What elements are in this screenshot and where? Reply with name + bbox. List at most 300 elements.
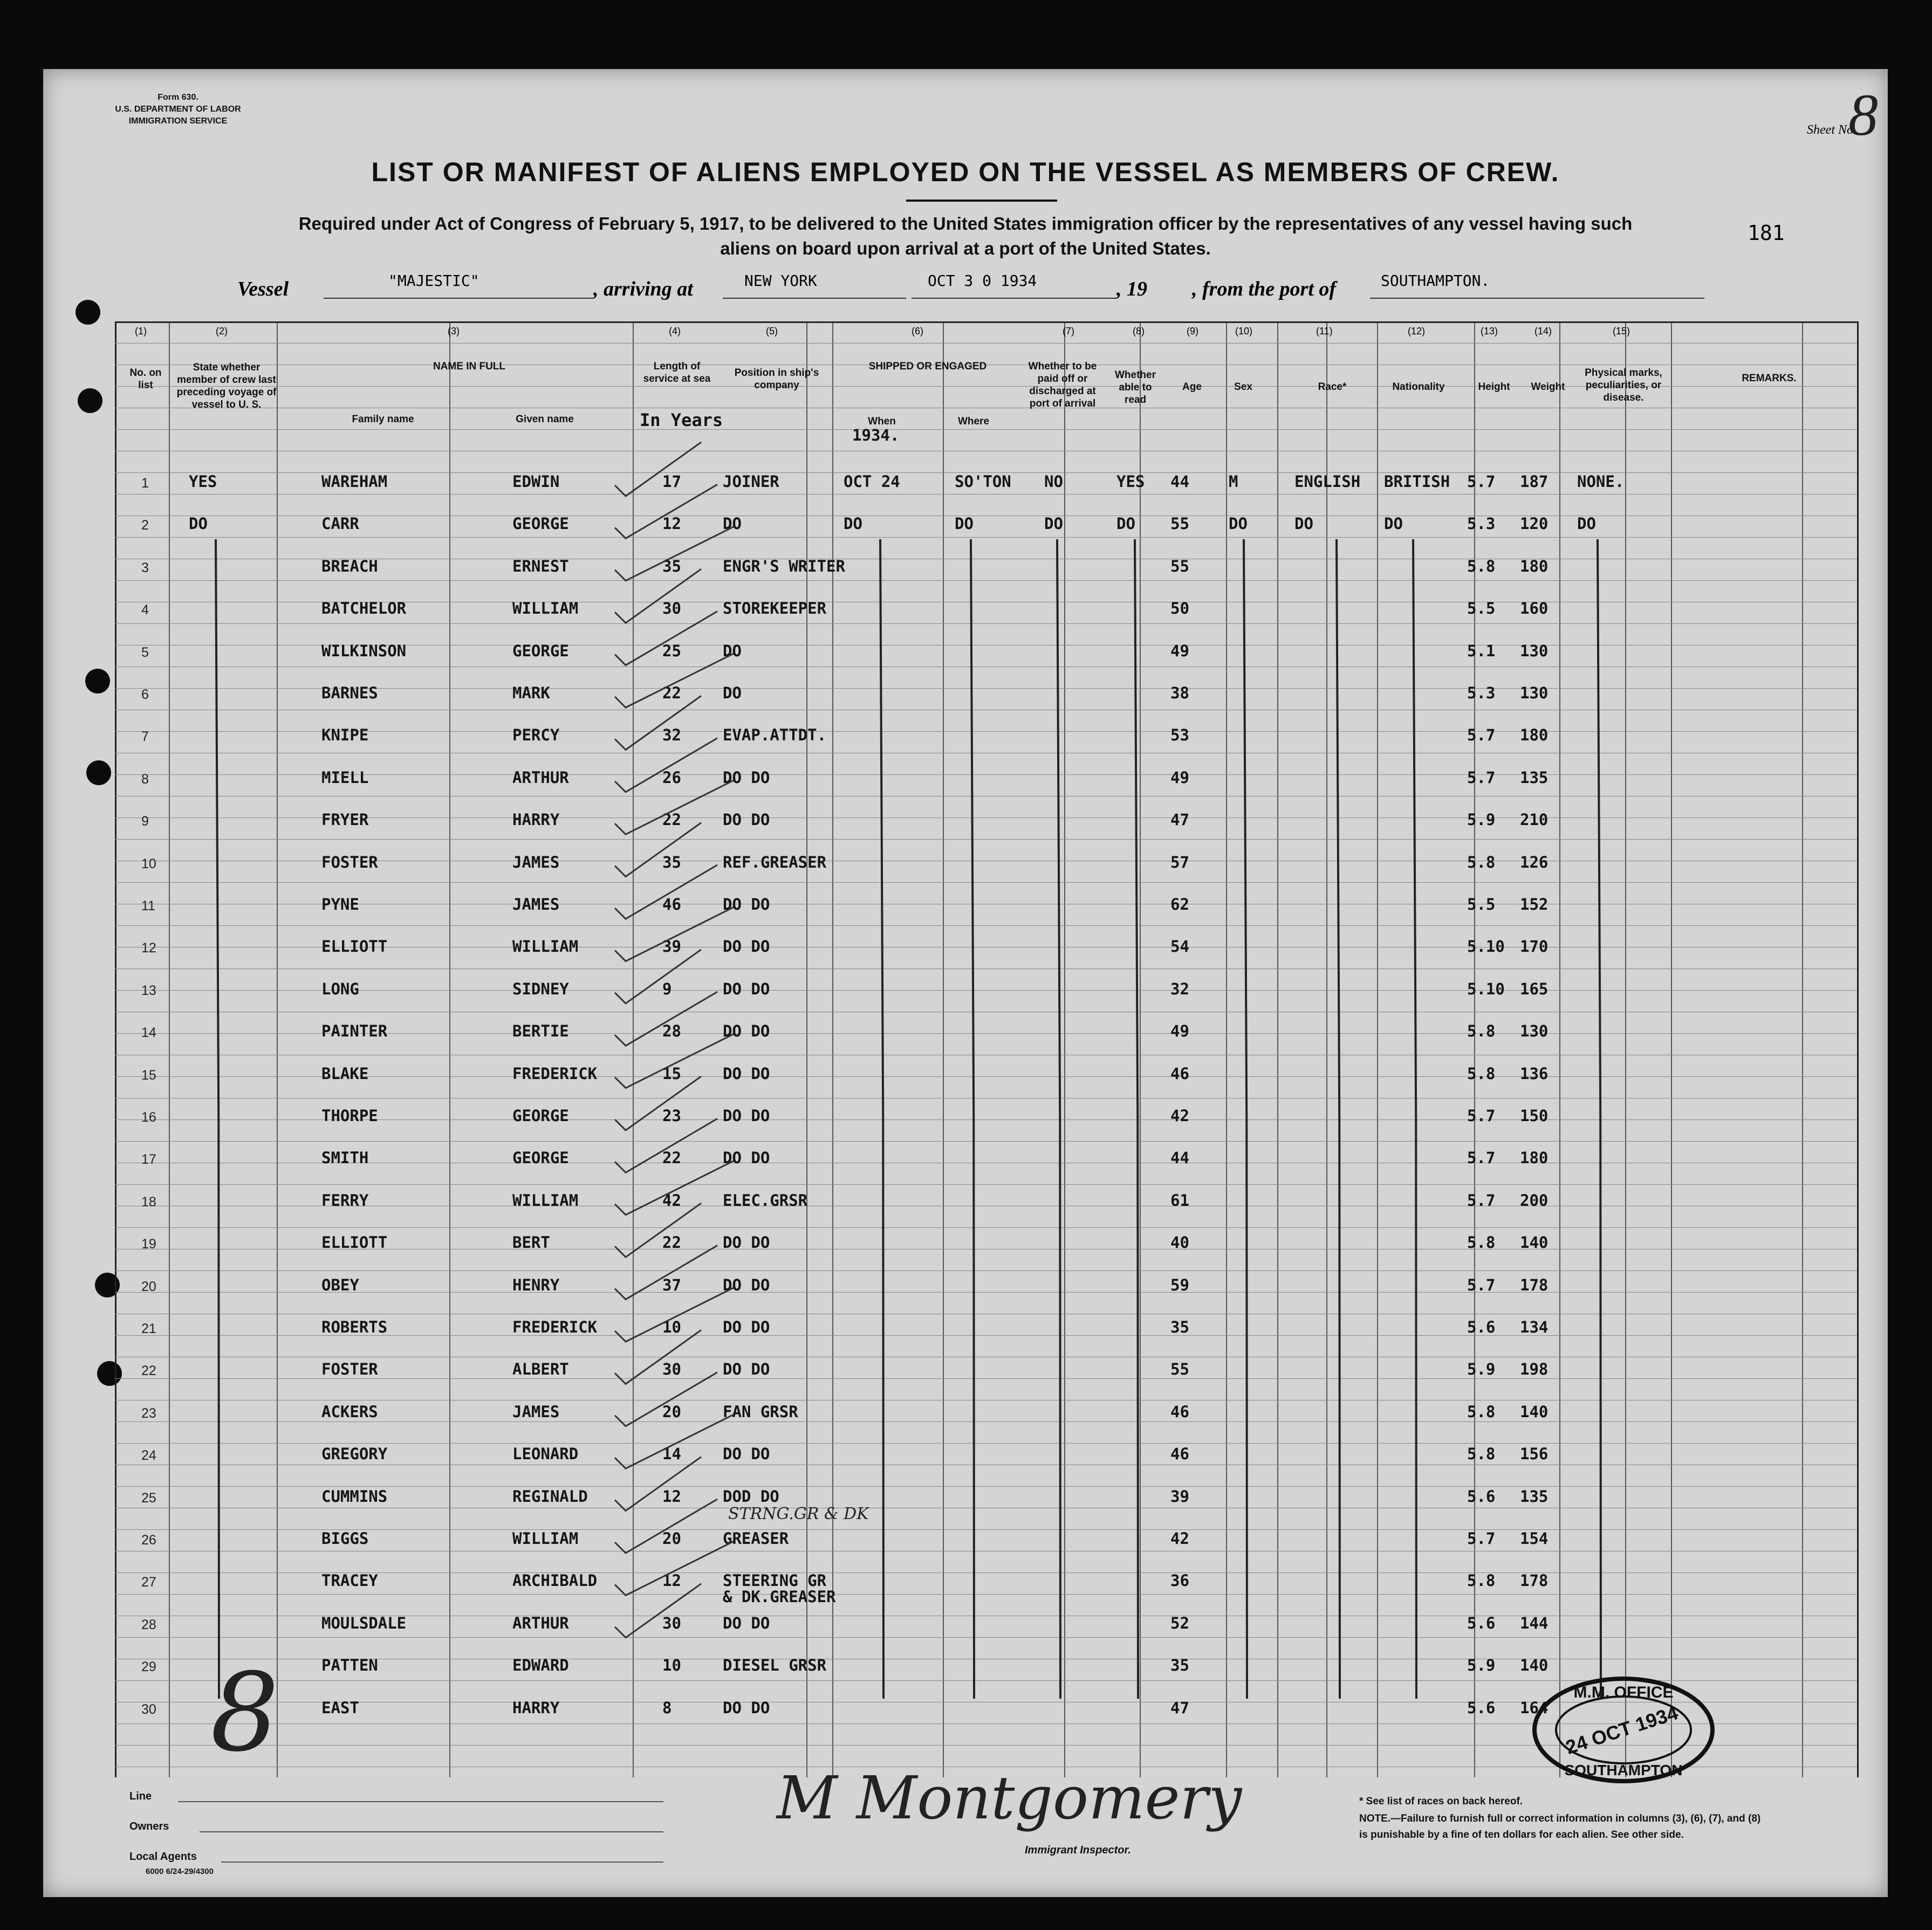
row-family: LONG bbox=[321, 979, 359, 998]
row-weight: 144 bbox=[1520, 1613, 1549, 1632]
office-stamp bbox=[1532, 1676, 1715, 1784]
row-no: 8 bbox=[141, 771, 149, 787]
row-length: 30 bbox=[662, 599, 681, 618]
row-no: 17 bbox=[141, 1152, 156, 1167]
row-family: BARNES bbox=[321, 684, 378, 702]
check-marks bbox=[615, 442, 734, 1638]
row-height: 5.7 bbox=[1467, 1107, 1496, 1125]
page-number: 181 bbox=[1748, 221, 1785, 245]
row-position: DO DO bbox=[723, 811, 770, 829]
col-num: (6) bbox=[912, 326, 923, 336]
row-given: EDWIN bbox=[512, 472, 560, 491]
row-family: EAST bbox=[321, 1698, 359, 1717]
row-position: DO DO bbox=[723, 1360, 770, 1379]
row-height: 5.8 bbox=[1467, 1064, 1496, 1083]
row-length: 26 bbox=[662, 768, 681, 787]
tally-mark: 8 bbox=[210, 1650, 279, 1776]
races-note: * See list of races on back hereof. bbox=[1359, 1796, 1523, 1807]
row-family: ACKERS bbox=[321, 1402, 378, 1421]
row-family: KNIPE bbox=[321, 726, 369, 745]
row-weight: 180 bbox=[1520, 1149, 1549, 1167]
row-height: 5.8 bbox=[1467, 1233, 1496, 1252]
row-height: 5.3 bbox=[1467, 684, 1496, 702]
row-height: 5.7 bbox=[1467, 472, 1496, 491]
subtitle-line1: Required under Act of Congress of February 5, 1917, to be delivered to the United States immigration officer by the representatives of any vessel having such bbox=[298, 214, 1633, 233]
row-age: 49 bbox=[1170, 641, 1189, 660]
row-position: ENGR'S WRITER bbox=[723, 557, 845, 575]
row-height: 5.9 bbox=[1467, 1360, 1496, 1379]
row-given: PERCY bbox=[512, 726, 560, 745]
note-line1: NOTE.—Failure to furnish full or correct information in columns (3), (6), (7), and (8) bbox=[1359, 1813, 1761, 1824]
row-weight: 178 bbox=[1520, 1275, 1549, 1294]
row-age: 47 bbox=[1170, 811, 1189, 829]
row-position: DO DO bbox=[723, 768, 770, 787]
row-length: 9 bbox=[662, 979, 672, 998]
row-weight: 178 bbox=[1520, 1571, 1549, 1590]
row-weight: 152 bbox=[1520, 895, 1549, 914]
row-position-line2: & DK.GREASER bbox=[723, 1588, 836, 1606]
row-no: 14 bbox=[141, 1025, 156, 1041]
row-height: 5.1 bbox=[1467, 641, 1496, 660]
row-age: 57 bbox=[1170, 853, 1189, 871]
row-family: SMITH bbox=[321, 1149, 369, 1167]
row-family: BATCHELOR bbox=[321, 599, 407, 618]
row-length: 22 bbox=[662, 1233, 681, 1252]
row-position: GREASER bbox=[723, 1529, 789, 1548]
row-no: 6 bbox=[141, 687, 149, 702]
row-paid: NO bbox=[1044, 472, 1063, 491]
row-marks: DO bbox=[1577, 514, 1596, 533]
row-age: 55 bbox=[1170, 557, 1189, 575]
row-age: 44 bbox=[1170, 1149, 1189, 1167]
row-sex: DO bbox=[1229, 514, 1248, 533]
row-family: MIELL bbox=[321, 768, 369, 787]
row-height: 5.7 bbox=[1467, 726, 1496, 745]
department: U.S. DEPARTMENT OF LABOR bbox=[115, 105, 241, 114]
row-height: 5.9 bbox=[1467, 1656, 1496, 1675]
row-height: 5.7 bbox=[1467, 1149, 1496, 1167]
from-label: , from the port of bbox=[1192, 278, 1337, 300]
from-port: SOUTHAMPTON. bbox=[1381, 272, 1490, 290]
row-length: 35 bbox=[662, 853, 681, 871]
row-no: 3 bbox=[141, 560, 149, 575]
row-age: 42 bbox=[1170, 1529, 1189, 1548]
row-family: BLAKE bbox=[321, 1064, 369, 1083]
row-no: 4 bbox=[141, 602, 149, 618]
row-position: DO bbox=[723, 514, 742, 533]
row-height: 5.3 bbox=[1467, 514, 1496, 533]
row-read: DO bbox=[1116, 514, 1135, 533]
header-crew: State whether member of crew last preceding voyage of vessel to U. S. bbox=[176, 362, 277, 410]
col-num: (1) bbox=[135, 326, 147, 336]
row-height: 5.8 bbox=[1467, 1402, 1496, 1421]
row-no: 5 bbox=[141, 644, 149, 660]
subtitle-line2: aliens on board upon arrival at a port of the United States. bbox=[720, 238, 1211, 258]
row-given: LEONARD bbox=[512, 1445, 579, 1464]
row-age: 35 bbox=[1170, 1318, 1189, 1336]
row-position: DO DO bbox=[723, 1275, 770, 1294]
row-given: BERTIE bbox=[512, 1022, 569, 1041]
row-weight: 135 bbox=[1520, 768, 1549, 787]
row-weight: 136 bbox=[1520, 1064, 1549, 1083]
row-height: 5.8 bbox=[1467, 1571, 1496, 1590]
row-weight: 130 bbox=[1520, 641, 1549, 660]
check-mark bbox=[615, 1330, 701, 1384]
header-weight: Weight bbox=[1531, 381, 1565, 393]
row-height: 5.8 bbox=[1467, 557, 1496, 575]
row-age: 38 bbox=[1170, 684, 1189, 702]
row-age: 46 bbox=[1170, 1445, 1189, 1464]
row-where: DO bbox=[955, 514, 974, 533]
header-race: Race* bbox=[1318, 381, 1347, 393]
col-num: (9) bbox=[1187, 326, 1198, 336]
row-family: ELLIOTT bbox=[321, 1233, 388, 1252]
row-height: 5.8 bbox=[1467, 1022, 1496, 1041]
row-length: 28 bbox=[662, 1022, 681, 1041]
sheet-no-value: 8 bbox=[1848, 82, 1878, 148]
row-length: 42 bbox=[662, 1191, 681, 1210]
row-marks: NONE. bbox=[1577, 472, 1625, 491]
row-no: 20 bbox=[141, 1279, 156, 1294]
row-weight: 200 bbox=[1520, 1191, 1549, 1210]
row-no: 28 bbox=[141, 1617, 156, 1632]
row-family: BIGGS bbox=[321, 1529, 369, 1548]
row-given: JAMES bbox=[512, 1402, 560, 1421]
row-length: 32 bbox=[662, 726, 681, 745]
row-no: 15 bbox=[141, 1067, 156, 1083]
header-family: Family name bbox=[352, 414, 414, 425]
row-no: 25 bbox=[141, 1490, 156, 1506]
row-height: 5.7 bbox=[1467, 768, 1496, 787]
row-no: 22 bbox=[141, 1363, 156, 1379]
row-given: ALBERT bbox=[512, 1360, 569, 1379]
row-weight: 134 bbox=[1520, 1318, 1549, 1336]
row-age: 47 bbox=[1170, 1698, 1189, 1717]
row-family: FRYER bbox=[321, 811, 369, 829]
row-age: 32 bbox=[1170, 979, 1189, 998]
row-crew: DO bbox=[189, 514, 208, 533]
row-height: 5.7 bbox=[1467, 1529, 1496, 1548]
row-weight: 210 bbox=[1520, 811, 1549, 829]
row-height: 5.8 bbox=[1467, 853, 1496, 871]
row-where: SO'TON bbox=[955, 472, 1011, 491]
ditto-line bbox=[1598, 539, 1601, 1699]
row-weight: 126 bbox=[1520, 853, 1549, 871]
row-race: DO bbox=[1294, 514, 1313, 533]
row-given: GEORGE bbox=[512, 641, 569, 660]
row-height: 5.5 bbox=[1467, 599, 1496, 618]
row-age: 54 bbox=[1170, 937, 1189, 956]
row-weight: 150 bbox=[1520, 1107, 1549, 1125]
row-no: 26 bbox=[141, 1533, 156, 1548]
row-no: 1 bbox=[141, 476, 149, 491]
row-weight: 164 bbox=[1520, 1698, 1549, 1717]
row-given: JAMES bbox=[512, 853, 560, 871]
row-no: 29 bbox=[141, 1659, 156, 1675]
year-label: , 19 bbox=[1116, 278, 1147, 300]
row-age: 46 bbox=[1170, 1064, 1189, 1083]
row-weight: 135 bbox=[1520, 1487, 1549, 1506]
inspector-signature: M Montgomery bbox=[777, 1763, 1242, 1832]
row-position: DO bbox=[723, 641, 742, 660]
check-mark bbox=[615, 1584, 701, 1638]
row-position: DO DO bbox=[723, 1318, 770, 1336]
header-given: Given name bbox=[516, 414, 574, 425]
check-mark bbox=[615, 1076, 701, 1130]
row-family: WAREHAM bbox=[321, 472, 388, 491]
col-num: (7) bbox=[1063, 326, 1074, 336]
header-read: Whether able to read bbox=[1115, 369, 1156, 406]
vessel-name: "MAJESTIC" bbox=[388, 272, 479, 290]
row-length: 22 bbox=[662, 684, 681, 702]
row-position: DOD DO bbox=[723, 1487, 779, 1506]
row-age: 55 bbox=[1170, 514, 1189, 533]
row-position: DO DO bbox=[723, 1698, 770, 1717]
row-no: 2 bbox=[141, 518, 149, 533]
header-length: Length of service at sea bbox=[643, 361, 711, 384]
row-family: WILKINSON bbox=[321, 641, 407, 660]
row-no: 16 bbox=[141, 1110, 156, 1125]
row-age: 36 bbox=[1170, 1571, 1189, 1590]
col-num: (13) bbox=[1481, 326, 1498, 336]
row-sex: M bbox=[1229, 472, 1238, 491]
footer-local-agents-label: Local Agents bbox=[129, 1851, 197, 1863]
row-no: 18 bbox=[141, 1194, 156, 1210]
row-weight: 180 bbox=[1520, 726, 1549, 745]
check-mark bbox=[615, 696, 701, 750]
footer-line-label: Line bbox=[129, 1790, 152, 1802]
row-family: OBEY bbox=[321, 1275, 359, 1294]
row-height: 5.6 bbox=[1467, 1487, 1496, 1506]
ditto-line bbox=[1337, 539, 1340, 1699]
row-length: 15 bbox=[662, 1064, 681, 1083]
row-position: DO DO bbox=[723, 1064, 770, 1083]
row-length: 30 bbox=[662, 1360, 681, 1379]
row-height: 5.7 bbox=[1467, 1275, 1496, 1294]
row-position: DO DO bbox=[723, 1233, 770, 1252]
row-when: DO bbox=[844, 514, 862, 533]
col-num: (14) bbox=[1534, 326, 1552, 336]
row-age: 35 bbox=[1170, 1656, 1189, 1675]
row-height: 5.7 bbox=[1467, 1191, 1496, 1210]
row-family: TRACEY bbox=[321, 1571, 378, 1590]
row-paid: DO bbox=[1044, 514, 1063, 533]
header-name: NAME IN FULL bbox=[433, 361, 506, 372]
row-length: 12 bbox=[662, 1487, 681, 1506]
row-given: MARK bbox=[512, 684, 550, 702]
row-nat: DO bbox=[1384, 514, 1403, 533]
header-shipped: SHIPPED OR ENGAGED bbox=[868, 361, 987, 372]
stamp-line2: 24 OCT 1934 bbox=[1563, 1701, 1681, 1759]
row-given: HENRY bbox=[512, 1275, 560, 1294]
row-position: EVAP.ATTDT. bbox=[723, 726, 827, 745]
row-age: 61 bbox=[1170, 1191, 1189, 1210]
row-age: 49 bbox=[1170, 768, 1189, 787]
ditto-line bbox=[1057, 539, 1061, 1699]
check-mark bbox=[615, 442, 701, 496]
header-paid-off: Whether to be paid off or discharged at port of arrival bbox=[1028, 361, 1097, 409]
row-length: 23 bbox=[662, 1107, 681, 1125]
row-age: 59 bbox=[1170, 1275, 1189, 1294]
row-given: EDWARD bbox=[512, 1656, 569, 1675]
row-position: DO DO bbox=[723, 937, 770, 956]
row-position: DO DO bbox=[723, 1445, 770, 1464]
row-length: 30 bbox=[662, 1613, 681, 1632]
row-given: ERNEST bbox=[512, 557, 569, 575]
row-given: FREDERICK bbox=[512, 1318, 598, 1336]
footer-print-code: 6000 6/24-29/4300 bbox=[146, 1867, 214, 1876]
row-age: 46 bbox=[1170, 1402, 1189, 1421]
row-length: 12 bbox=[662, 514, 681, 533]
row-length: 22 bbox=[662, 1149, 681, 1167]
header-when-year: 1934. bbox=[852, 426, 900, 444]
header-marks: Physical marks, peculiarities, or disease. bbox=[1585, 367, 1662, 403]
footer-rule bbox=[178, 1801, 663, 1802]
row-position: JOINER bbox=[723, 472, 779, 491]
row-height: 5.8 bbox=[1467, 1445, 1496, 1464]
header-length-note: In Years bbox=[640, 410, 723, 430]
row-position: FAN GRSR bbox=[723, 1402, 798, 1421]
row-family: CUMMINS bbox=[321, 1487, 388, 1506]
row-no: 23 bbox=[141, 1405, 156, 1421]
row-age: 44 bbox=[1170, 472, 1189, 491]
row-given: HARRY bbox=[512, 811, 560, 829]
col-num: (12) bbox=[1408, 326, 1426, 336]
row-given: WILLIAM bbox=[512, 937, 579, 956]
row-height: 5.9 bbox=[1467, 811, 1496, 829]
header-height: Height bbox=[1478, 381, 1510, 393]
row-weight: 130 bbox=[1520, 684, 1549, 702]
row-position: DO DO bbox=[723, 979, 770, 998]
arriving-label: , arriving at bbox=[593, 278, 693, 300]
row-weight: 180 bbox=[1520, 557, 1549, 575]
check-mark bbox=[615, 569, 701, 623]
stamp-line3: SOUTHAMPTON bbox=[1564, 1762, 1683, 1778]
row-when: OCT 24 bbox=[844, 472, 900, 491]
header-nationality: Nationality bbox=[1392, 381, 1445, 393]
row-race: ENGLISH bbox=[1294, 472, 1361, 491]
col-num: (4) bbox=[669, 326, 681, 336]
row-weight: 170 bbox=[1520, 937, 1549, 956]
row-no: 21 bbox=[141, 1321, 156, 1336]
row-weight: 140 bbox=[1520, 1402, 1549, 1421]
row-given: WILLIAM bbox=[512, 1191, 579, 1210]
row-age: 39 bbox=[1170, 1487, 1189, 1506]
row-age: 42 bbox=[1170, 1107, 1189, 1125]
row-no: 19 bbox=[141, 1237, 156, 1252]
arrival-date: OCT 3 0 1934 bbox=[928, 272, 1037, 290]
header-where: Where bbox=[957, 416, 990, 427]
col-num: (15) bbox=[1613, 326, 1630, 336]
service: IMMIGRATION SERVICE bbox=[128, 116, 228, 126]
row-no: 9 bbox=[141, 814, 149, 829]
row-given: WILLIAM bbox=[512, 599, 579, 618]
row-position: DO DO bbox=[723, 1613, 770, 1632]
row-weight: 160 bbox=[1520, 599, 1549, 618]
row-read: YES bbox=[1116, 472, 1145, 491]
row-family: FOSTER bbox=[321, 853, 378, 871]
row-age: 40 bbox=[1170, 1233, 1189, 1252]
row-length: 20 bbox=[662, 1402, 681, 1421]
row-no: 24 bbox=[141, 1448, 156, 1464]
row-position: DO DO bbox=[723, 1107, 770, 1125]
footer-rule bbox=[221, 1862, 663, 1863]
row-given: HARRY bbox=[512, 1698, 560, 1717]
row-position: DO DO bbox=[723, 1149, 770, 1167]
row-length: 25 bbox=[662, 641, 681, 660]
row-no: 12 bbox=[141, 940, 156, 956]
row-no: 10 bbox=[141, 856, 156, 871]
row-weight: 165 bbox=[1520, 979, 1549, 998]
row-weight: 187 bbox=[1520, 472, 1549, 491]
row-weight: 130 bbox=[1520, 1022, 1549, 1041]
row-given: ARTHUR bbox=[512, 768, 569, 787]
row-nat: BRITISH bbox=[1384, 472, 1450, 491]
row-given: GEORGE bbox=[512, 514, 569, 533]
row-height: 5.6 bbox=[1467, 1613, 1496, 1632]
row-position: DIESEL GRSR bbox=[723, 1656, 827, 1675]
row-height: 5.10 bbox=[1467, 937, 1505, 956]
col-num: (8) bbox=[1133, 326, 1145, 336]
row-position: DO DO bbox=[723, 895, 770, 914]
row-length: 22 bbox=[662, 811, 681, 829]
row-no: 27 bbox=[141, 1575, 156, 1590]
footer-rule bbox=[200, 1831, 663, 1832]
row-position: STOREKEEPER bbox=[723, 599, 827, 618]
row-length: 20 bbox=[662, 1529, 681, 1548]
col-num: (2) bbox=[216, 326, 228, 336]
ditto-line bbox=[1413, 539, 1417, 1699]
stamp-line1: M.M. OFFICE bbox=[1573, 1684, 1674, 1701]
row-age: 50 bbox=[1170, 599, 1189, 618]
row-family: GREGORY bbox=[321, 1445, 388, 1464]
footer-owners-label: Owners bbox=[129, 1821, 169, 1832]
row-family: BREACH bbox=[321, 557, 378, 575]
row-height: 5.5 bbox=[1467, 895, 1496, 914]
row-position-handwritten: STRNG.GR & DK bbox=[728, 1505, 869, 1523]
row-family: CARR bbox=[321, 514, 359, 533]
note-line2: is punishable by a fine of ten dollars for each alien. See other side. bbox=[1359, 1829, 1684, 1840]
row-no: 30 bbox=[141, 1701, 156, 1717]
row-family: ELLIOTT bbox=[321, 937, 388, 956]
header-when: When bbox=[868, 416, 896, 427]
row-family: PAINTER bbox=[321, 1022, 388, 1041]
row-crew: YES bbox=[189, 472, 217, 491]
header-remarks: REMARKS. bbox=[1742, 373, 1797, 384]
row-weight: 154 bbox=[1520, 1529, 1549, 1548]
row-weight: 156 bbox=[1520, 1445, 1549, 1464]
col-num: (10) bbox=[1235, 326, 1253, 336]
row-given: SIDNEY bbox=[512, 979, 569, 998]
row-family: MOULSDALE bbox=[321, 1613, 407, 1632]
row-family: PATTEN bbox=[321, 1656, 378, 1675]
col-num: (11) bbox=[1316, 326, 1333, 336]
col-num: (5) bbox=[766, 326, 778, 336]
row-family: ROBERTS bbox=[321, 1318, 388, 1336]
row-age: 49 bbox=[1170, 1022, 1189, 1041]
vessel-label: Vessel bbox=[237, 278, 289, 300]
page-title: LIST OR MANIFEST OF ALIENS EMPLOYED ON THE VESSEL AS MEMBERS OF CREW. bbox=[371, 157, 1560, 187]
row-family: PYNE bbox=[321, 895, 359, 914]
row-given: REGINALD bbox=[512, 1487, 588, 1506]
row-position: REF.GREASER bbox=[723, 853, 827, 871]
row-family: THORPE bbox=[321, 1107, 378, 1125]
row-weight: 140 bbox=[1520, 1233, 1549, 1252]
row-given: ARCHIBALD bbox=[512, 1571, 598, 1590]
arriving-port: NEW YORK bbox=[744, 272, 817, 290]
row-given: BERT bbox=[512, 1233, 550, 1252]
ditto-line bbox=[216, 539, 220, 1699]
